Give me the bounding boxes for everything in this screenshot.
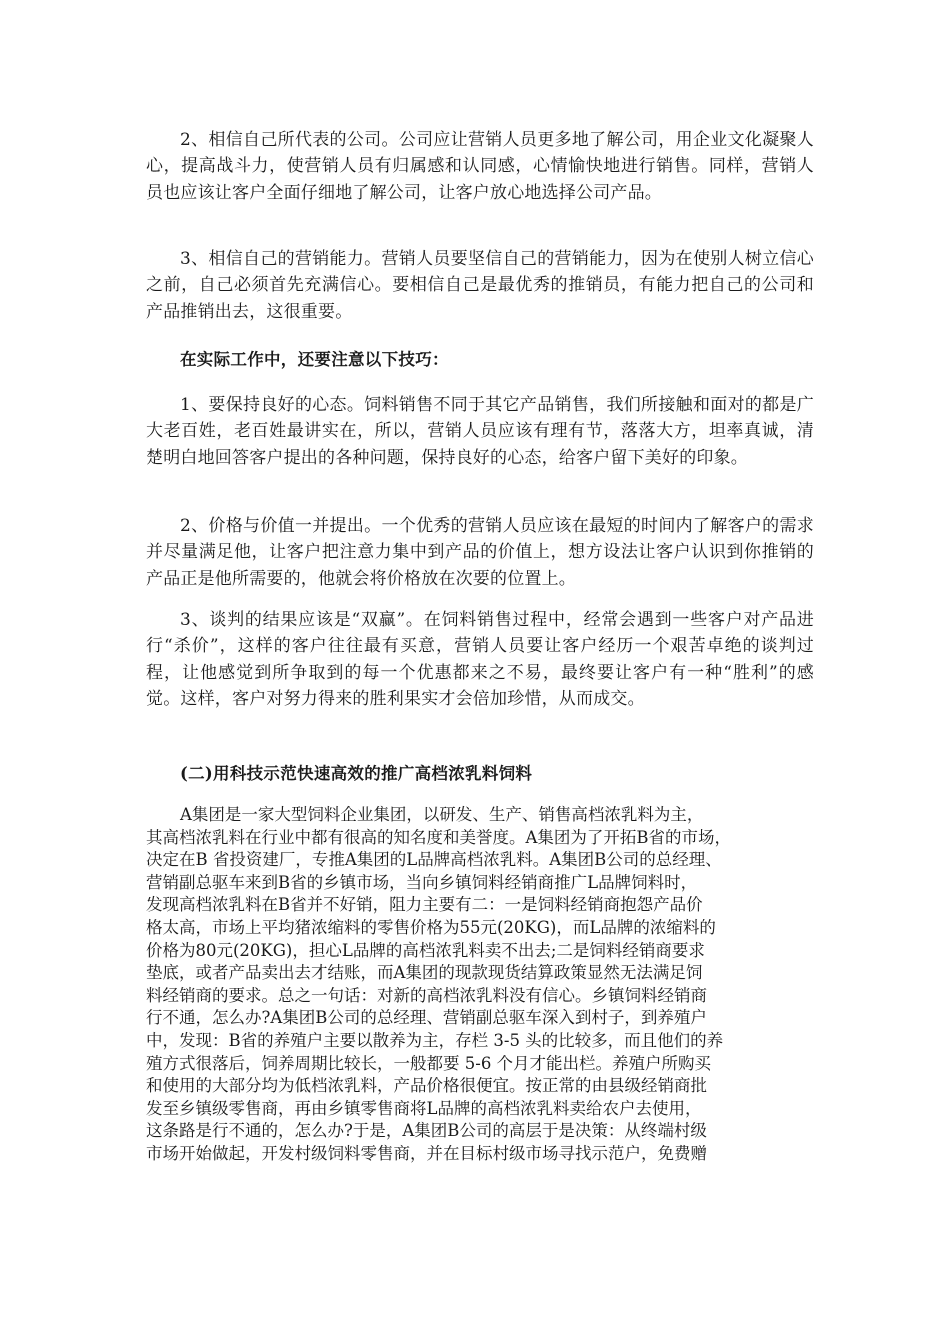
- case-study-line: 营销副总驱车来到B省的乡镇市场，当向乡镇饲料经销商推广L品牌饲料时，: [146, 872, 698, 892]
- paragraph-price-value: 2、价格与价值一并提出。一个优秀的营销人员应该在最短的时间内了解客户的需求并尽量满足他，让客户把注意力集中到产品的价值上，想方设法让客户认识到你推销的产品正是他所需要的，他就会将价格放在次要的位置上。: [146, 516, 814, 589]
- heading-section-two: (二)用科技示范快速高效的推广高档浓乳料饲料: [180, 764, 533, 783]
- case-study-line: 垫底，或者产品卖出去才结账，而A集团的现款现货结算政策显然无法满足饲: [146, 963, 703, 983]
- case-study-line: 其高档浓乳料在行业中都有很高的知名度和美誉度。A集团为了开拓B省的市场，: [146, 827, 732, 847]
- paragraph-good-attitude: 1、要保持良好的心态。饲料销售不同于其它产品销售，我们所接触和面对的都是广大老百姓，老百姓最讲实在，所以，营销人员应该有理有节，落落大方，坦率真诚，清楚明白地回答客户提出的各种问题，保持良好的心态，给客户留下美好的印象。: [146, 395, 814, 468]
- case-study-line: 中，发现：B省的养殖户主要以散养为主，存栏 3-5 头的比较多，而且他们的养: [146, 1030, 724, 1050]
- paragraph-trust-ability: 3、相信自己的营销能力。营销人员要坚信自己的营销能力，因为在使别人树立信心之前，自己必须首先充满信心。要相信自己是最优秀的推销员，有能力把自己的公司和产品推销出去，这很重要。: [146, 249, 814, 322]
- case-study-line: 料经销商的要求。总之一句话：对新的高档浓乳料没有信心。乡镇饲料经销商: [146, 985, 707, 1005]
- case-study-line: 和使用的大部分均为低档浓乳料，产品价格很便宜。按正常的由县级经销商批: [146, 1076, 707, 1096]
- heading-techniques: 在实际工作中，还要注意以下技巧：: [180, 350, 449, 369]
- paragraph-case-study: [146, 804, 816, 1166]
- case-study-line: 市场开始做起，开发村级饲料零售商，并在目标村级市场寻找示范户，免费赠: [146, 1143, 707, 1163]
- paragraph-win-win: 3、谈判的结果应该是“双赢”。在饲料销售过程中，经常会遇到一些客户对产品进行“杀价”，这样的客户往往最有买意，营销人员要让客户经历一个艰苦卓绝的谈判过程，让他感觉到所争取到的每一个优惠都来之不易，最终要让客户有一种“胜利”的感觉。这样，客户对努力得来的胜利果实才会倍加珍惜，从而成交。: [146, 610, 814, 710]
- paragraph-trust-company: 2、相信自己所代表的公司。公司应让营销人员更多地了解公司，用企业文化凝聚人心，提高战斗力，使营销人员有归属感和认同感，心情愉快地进行销售。同样，营销人员也应该让客户全面仔细地了解公司，让客户放心地选择公司产品。: [146, 130, 814, 203]
- case-study-line: 决定在B 省投资建厂，专推A集团的L品牌高档浓乳料。A集团B公司的总经理、: [146, 850, 722, 870]
- case-study-line: A集团是一家大型饲料企业集团，以研发、生产、销售高档浓乳料为主，: [180, 805, 704, 824]
- case-study-line: 发现高档浓乳料在B省并不好销，阻力主要有二：一是饲料经销商抱怨产品价: [146, 895, 703, 915]
- case-study-line: 价格为80元(20KG)，担心L品牌的高档浓乳料卖不出去;二是饲料经销商要求: [146, 940, 705, 960]
- case-study-line: 这条路是行不通的，怎么办?于是，A集团B公司的高层于是决策：从终端村级: [146, 1121, 707, 1141]
- case-study-line: 发至乡镇级零售商，再由乡镇零售商将L品牌的高档浓乳料卖给农户去使用，: [146, 1098, 702, 1118]
- case-study-line: 行不通，怎么办?A集团B公司的总经理、营销副总驱车深入到村子，到养殖户: [146, 1008, 707, 1028]
- case-study-line: 殖方式很落后，饲养周期比较长，一般都要 5-6 个月才能出栏。养殖户所购买: [146, 1053, 712, 1073]
- case-study-line: 格太高，市场上平均猪浓缩料的零售价格为55元(20KG)，而L品牌的浓缩料的: [146, 917, 716, 937]
